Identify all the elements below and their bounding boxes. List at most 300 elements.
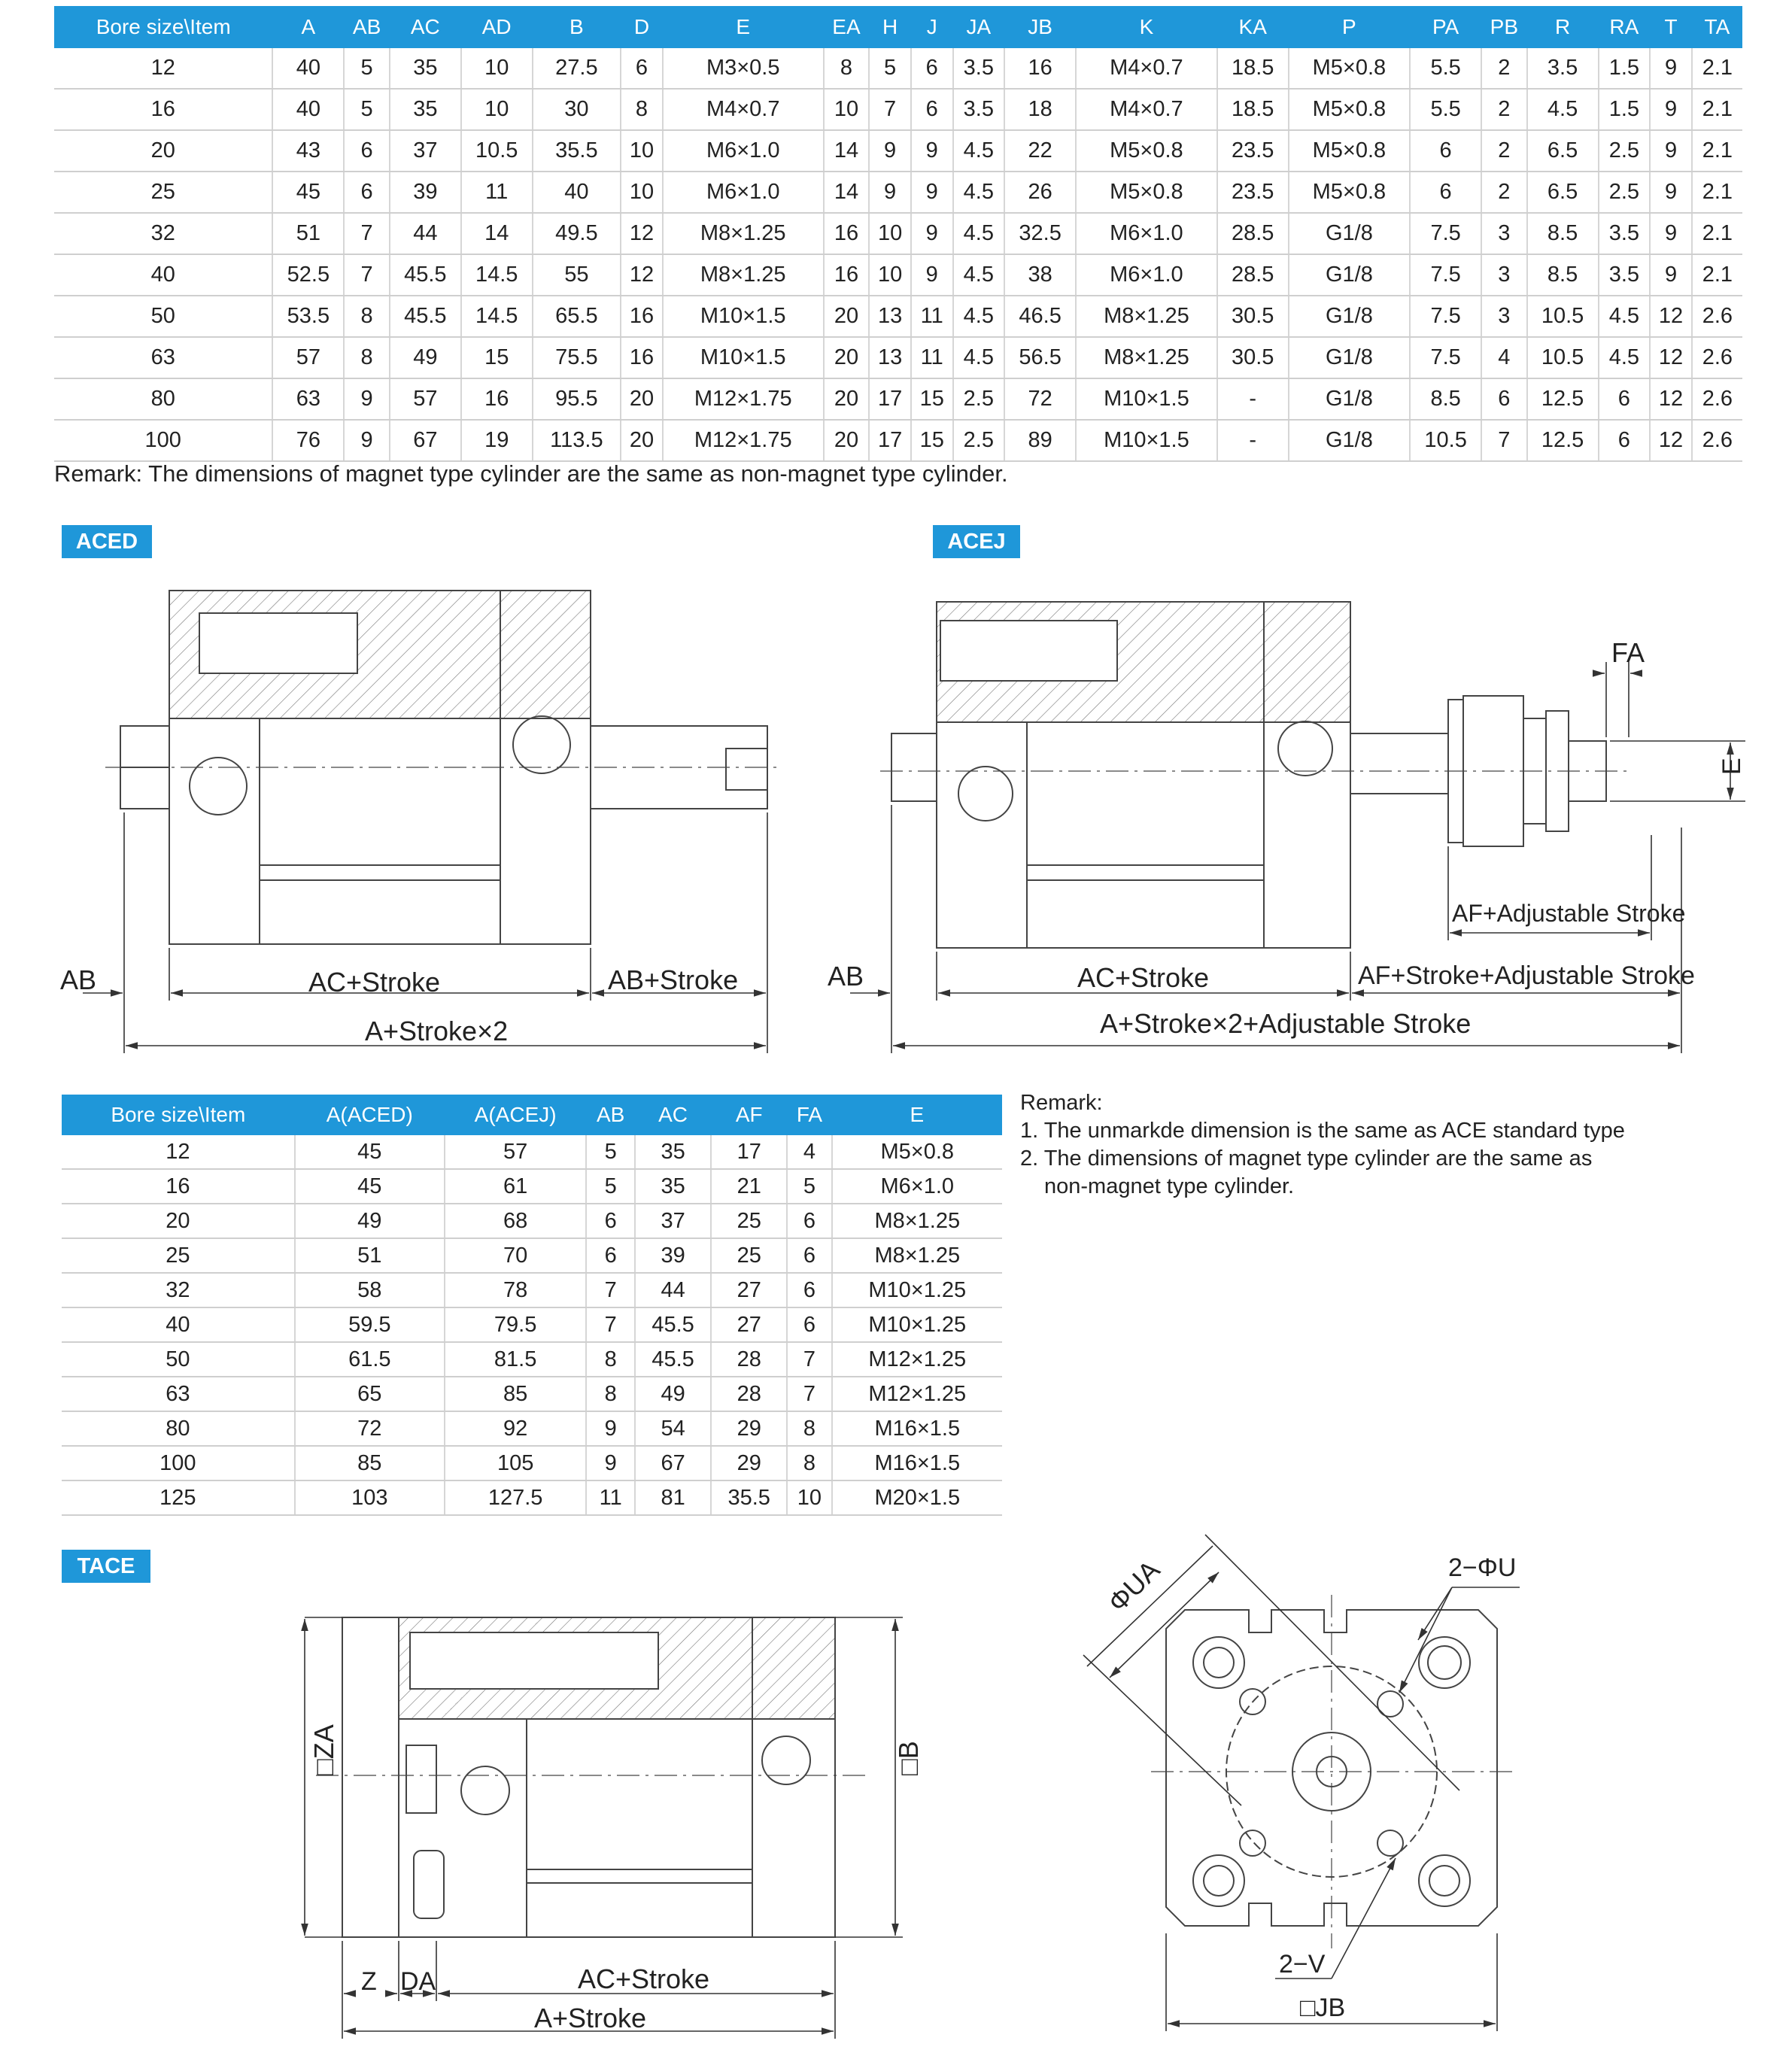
table-cell: 8 [621,89,663,130]
table-cell: 72 [1004,378,1076,420]
column-header: D [621,6,663,48]
table-cell: 61 [445,1169,586,1204]
table-cell: 54 [635,1411,711,1446]
table-cell: 14 [824,130,870,172]
section-tag-acej: ACEJ [933,525,1020,558]
table-cell: - [1217,420,1289,461]
table-cell: 8 [787,1446,831,1480]
table-cell: 45.5 [635,1307,711,1342]
table-cell: 6 [1410,172,1481,213]
table-cell: 30.5 [1217,296,1289,337]
table-cell: M5×0.8 [1289,89,1411,130]
table-cell: 3.5 [1599,254,1651,296]
table-cell: 8 [586,1342,635,1377]
table-cell: 5 [344,89,390,130]
table-cell: 10.5 [1410,420,1481,461]
table-cell: 30.5 [1217,337,1289,378]
column-header: E [663,6,824,48]
tace-label-z: Z [361,1967,377,1996]
table-cell: 22 [1004,130,1076,172]
table-cell: 9 [911,213,953,254]
table-cell: 35.5 [711,1480,787,1515]
table-cell: 5.5 [1410,89,1481,130]
table-cell: 67 [390,420,461,461]
table-cell: 40 [62,1307,295,1342]
table-cell: M5×0.8 [1289,130,1411,172]
table-cell: 2.5 [1599,130,1651,172]
table-cell: 9 [586,1411,635,1446]
tace-label-ac-stroke: AC+Stroke [578,1963,710,1994]
table-cell: M8×1.25 [832,1238,1002,1273]
table-cell: 2.1 [1692,48,1742,89]
table-cell: 72 [295,1411,445,1446]
table-cell: M10×1.5 [663,337,824,378]
table-cell: 4.5 [953,172,1005,213]
table-cell: 4.5 [1599,337,1651,378]
table-cell: G1/8 [1289,296,1411,337]
table-cell: 127.5 [445,1480,586,1515]
table-cell: 49 [635,1377,711,1411]
table-cell: 7 [344,213,390,254]
table-cell: 7 [586,1307,635,1342]
table-cell: 9 [1650,89,1692,130]
acej-label-af-stroke-adjustable: AF+Stroke+Adjustable Stroke [1358,961,1695,990]
table-cell: 32 [54,213,272,254]
column-header: A(ACED) [295,1095,445,1135]
table-cell: 16 [621,296,663,337]
table-cell: M12×1.75 [663,420,824,461]
column-header: Bore size\Item [54,6,272,48]
table-cell: 45.5 [390,296,461,337]
tace-label-da: DA [400,1967,436,1996]
table-cell: M6×1.0 [1076,213,1217,254]
table-cell: 23.5 [1217,172,1289,213]
table-cell: M6×1.0 [663,172,824,213]
table-cell: 35 [635,1135,711,1169]
column-header: A(ACEJ) [445,1095,586,1135]
table-cell: 17 [869,378,911,420]
table-cell: 3 [1481,254,1527,296]
table-cell: 49 [390,337,461,378]
table-cell: 38 [1004,254,1076,296]
table-cell: 39 [635,1238,711,1273]
table-cell: 8.5 [1410,378,1481,420]
acej-label-e: E [1718,758,1746,775]
tace-label-za: □ZA [308,1724,339,1775]
front-label-ua: ΦUA [1101,1553,1166,1618]
table-cell: 45.5 [635,1342,711,1377]
table-cell: 3.5 [1527,48,1599,89]
table-cell: 51 [272,213,344,254]
column-header: AC [635,1095,711,1135]
table-cell: 89 [1004,420,1076,461]
table-cell: M10×1.25 [832,1273,1002,1307]
table-cell: 7 [586,1273,635,1307]
table-cell: 2.1 [1692,89,1742,130]
table-cell: 81 [635,1480,711,1515]
acej-label-af-adjustable: AF+Adjustable Stroke [1452,900,1686,927]
table-cell: 6 [787,1273,831,1307]
table-cell: 28.5 [1217,213,1289,254]
table-cell: 12 [1650,420,1692,461]
table-cell: 13 [869,296,911,337]
section-tag-tace: TACE [62,1550,150,1583]
table-cell: 28.5 [1217,254,1289,296]
column-header: AD [461,6,533,48]
table-cell: 65 [295,1377,445,1411]
acej-label-total: A+Stroke×2+Adjustable Stroke [1100,1008,1472,1039]
column-header: J [911,6,953,48]
table-cell: 49.5 [533,213,621,254]
table-cell: 27 [711,1307,787,1342]
table-cell: 25 [62,1238,295,1273]
table-cell: 59.5 [295,1307,445,1342]
column-header: RA [1599,6,1651,48]
table-cell: 56.5 [1004,337,1076,378]
table-cell: 16 [824,213,870,254]
table-cell: 18 [1004,89,1076,130]
table-cell: 25 [711,1238,787,1273]
table-cell: M8×1.25 [663,254,824,296]
table-cell: 4.5 [953,254,1005,296]
table-cell: 45 [295,1169,445,1204]
table-cell: M5×0.8 [1289,172,1411,213]
table-cell: 32.5 [1004,213,1076,254]
table-cell: 9 [911,172,953,213]
table-cell: 9 [911,254,953,296]
column-header: JA [953,6,1005,48]
table-cell: 45 [295,1135,445,1169]
table-cell: 6 [787,1307,831,1342]
table-cell: 5 [344,48,390,89]
table-cell: 2 [1481,130,1527,172]
table-cell: 20 [62,1204,295,1238]
table-cell: 32 [62,1273,295,1307]
table-cell: 57 [390,378,461,420]
table-cell: 3 [1481,213,1527,254]
table-cell: 45 [272,172,344,213]
table-cell: 81.5 [445,1342,586,1377]
table-cell: 6 [586,1204,635,1238]
table-cell: 20 [824,420,870,461]
table-cell: 13 [869,337,911,378]
table-cell: 63 [54,337,272,378]
table-cell: 8.5 [1527,254,1599,296]
table-cell: 57 [445,1135,586,1169]
table-cell: 6.5 [1527,172,1599,213]
table-cell: 16 [54,89,272,130]
table-cell: M16×1.5 [832,1411,1002,1446]
table-cell: M12×1.75 [663,378,824,420]
table-cell: 4.5 [1599,296,1651,337]
table-cell: 11 [911,296,953,337]
table-cell: 78 [445,1273,586,1307]
table-cell: M5×0.8 [832,1135,1002,1169]
table-cell: M10×1.5 [1076,420,1217,461]
table-cell: 2.1 [1692,254,1742,296]
table-cell: 9 [344,378,390,420]
table-cell: 37 [390,130,461,172]
table-cell: 10 [787,1480,831,1515]
table-cell: 43 [272,130,344,172]
table-cell: 4.5 [1527,89,1599,130]
table-cell: 10.5 [461,130,533,172]
front-label-jb: □JB [1300,1994,1346,2022]
table-cell: 35.5 [533,130,621,172]
table-cell: 25 [711,1204,787,1238]
table-cell: 3.5 [953,48,1005,89]
table-cell: M10×1.5 [663,296,824,337]
table-cell: 15 [911,378,953,420]
table-cell: 11 [461,172,533,213]
table-cell: 95.5 [533,378,621,420]
table-cell: 28 [711,1377,787,1411]
table-cell: M10×1.25 [832,1307,1002,1342]
table-cell: 4 [787,1135,831,1169]
table-cell: 10 [621,130,663,172]
table-cell: 10 [461,89,533,130]
table-cell: 16 [461,378,533,420]
column-header: P [1289,6,1411,48]
table-cell: M4×0.7 [663,89,824,130]
column-header: AB [344,6,390,48]
table-cell: 67 [635,1446,711,1480]
table-cell: 10.5 [1527,296,1599,337]
table-cell: 5 [586,1135,635,1169]
table-cell: 100 [54,420,272,461]
table-cell: 103 [295,1480,445,1515]
front-label-v: 2−V [1279,1950,1326,1979]
table-cell: 9 [1650,130,1692,172]
table-cell: 8 [787,1411,831,1446]
table-cell: 105 [445,1446,586,1480]
table-cell: 26 [1004,172,1076,213]
table-cell: 7 [1481,420,1527,461]
table-cell: 4 [1481,337,1527,378]
table-cell: 20 [621,420,663,461]
table-cell: 61.5 [295,1342,445,1377]
table-cell: 20 [824,296,870,337]
table-cell: 7 [787,1342,831,1377]
table-cell: 76 [272,420,344,461]
table-cell: M4×0.7 [1076,48,1217,89]
table-cell: 28 [711,1342,787,1377]
table-cell: 100 [62,1446,295,1480]
table-cell: 14.5 [461,254,533,296]
table-cell: 2 [1481,172,1527,213]
table-cell: 35 [390,48,461,89]
table-cell: 57 [272,337,344,378]
table-cell: 18.5 [1217,48,1289,89]
table-cell: 15 [461,337,533,378]
table-cell: 9 [1650,254,1692,296]
table-cell: 2.5 [953,378,1005,420]
section-tag-aced: ACED [62,525,152,558]
table-cell: 14.5 [461,296,533,337]
column-header: R [1527,6,1599,48]
table-cell: G1/8 [1289,254,1411,296]
table-cell: 17 [711,1135,787,1169]
aced-label-ac-stroke: AC+Stroke [308,967,441,998]
table-cell: 12 [1650,296,1692,337]
table-cell: 1.5 [1599,89,1651,130]
table-cell: 39 [390,172,461,213]
table-cell: 45.5 [390,254,461,296]
table-cell: 44 [635,1273,711,1307]
column-header: K [1076,6,1217,48]
table-cell: M10×1.5 [1076,378,1217,420]
table-cell: 12 [621,254,663,296]
table-cell: 75.5 [533,337,621,378]
table-cell: 2.1 [1692,213,1742,254]
table-cell: 17 [869,420,911,461]
table-cell: 80 [54,378,272,420]
table-cell: 6.5 [1527,130,1599,172]
table-cell: G1/8 [1289,378,1411,420]
column-header: A [272,6,344,48]
table-cell: 6 [787,1238,831,1273]
table-cell: 10 [869,213,911,254]
column-header: AC [390,6,461,48]
table-cell: 2.1 [1692,130,1742,172]
table-cell: M8×1.25 [832,1204,1002,1238]
table-cell: 12 [1650,378,1692,420]
table-cell: 8.5 [1527,213,1599,254]
table-cell: 35 [390,89,461,130]
tace-label-b: □B [893,1741,924,1775]
table-cell: 19 [461,420,533,461]
table-cell: 10 [824,89,870,130]
table-cell: M16×1.5 [832,1446,1002,1480]
table-cell: G1/8 [1289,213,1411,254]
table-cell: 6 [911,48,953,89]
table-cell: M20×1.5 [832,1480,1002,1515]
table-cell: 125 [62,1480,295,1515]
table-cell: M5×0.8 [1289,48,1411,89]
table-cell: 12 [54,48,272,89]
table-cell: - [1217,378,1289,420]
aced-drawing [105,591,782,944]
table-cell: 20 [824,378,870,420]
table-cell: 7 [787,1377,831,1411]
table-cell: 5 [787,1169,831,1204]
table-cell: 7 [344,254,390,296]
table-cell: M8×1.25 [663,213,824,254]
table-cell: G1/8 [1289,337,1411,378]
table-cell: 2.6 [1692,378,1742,420]
table-cell: 4.5 [953,337,1005,378]
table-cell: 7.5 [1410,213,1481,254]
table-cell: 6 [787,1204,831,1238]
column-header: E [832,1095,1002,1135]
table-cell: 85 [295,1446,445,1480]
remark-line-3: non-magnet type cylinder. [1044,1174,1295,1198]
table-cell: 3 [1481,296,1527,337]
table-cell: 79.5 [445,1307,586,1342]
table-cell: 5.5 [1410,48,1481,89]
table-cell: 7.5 [1410,337,1481,378]
table-cell: 113.5 [533,420,621,461]
table-cell: 6 [1599,378,1651,420]
table-cell: 9 [869,130,911,172]
column-header: AF [711,1095,787,1135]
remark-line-1: 1. The unmarkde dimension is the same as ACE standard type [1020,1119,1625,1143]
column-header: H [869,6,911,48]
table-cell: 20 [824,337,870,378]
table-cell: 9 [1650,48,1692,89]
front-label-u: 2−ΦU [1448,1553,1517,1582]
acej-label-ac-stroke: AC+Stroke [1077,962,1210,993]
table-cell: 68 [445,1204,586,1238]
tace-drawing [316,1617,865,1937]
table-cell: 35 [635,1169,711,1204]
aced-label-ab: AB [60,964,97,995]
table-cell: 40 [533,172,621,213]
table-cell: M12×1.25 [832,1342,1002,1377]
table-cell: 10 [869,254,911,296]
table-cell: M8×1.25 [1076,296,1217,337]
table-cell: M5×0.8 [1076,130,1217,172]
table-cell: G1/8 [1289,420,1411,461]
table-cell: 15 [911,420,953,461]
table-cell: M8×1.25 [1076,337,1217,378]
table-cell: 2.6 [1692,337,1742,378]
table-cell: 52.5 [272,254,344,296]
table-cell: 2 [1481,89,1527,130]
table-cell: 51 [295,1238,445,1273]
table-cell: 23.5 [1217,130,1289,172]
column-header: T [1650,6,1692,48]
table-cell: 16 [62,1169,295,1204]
table-cell: 6 [1599,420,1651,461]
table-cell: 12.5 [1527,378,1599,420]
table-cell: 10.5 [1527,337,1599,378]
column-header: PA [1410,6,1481,48]
table-cell: 1.5 [1599,48,1651,89]
table-cell: 70 [445,1238,586,1273]
table-cell: 9 [869,172,911,213]
remark-line-2: 2. The dimensions of magnet type cylinder are the same as [1020,1146,1593,1171]
table-cell: M3×0.5 [663,48,824,89]
table-cell: 14 [824,172,870,213]
table-cell: 63 [62,1377,295,1411]
table-cell: 6 [911,89,953,130]
table-cell: 9 [911,130,953,172]
table-cell: 40 [54,254,272,296]
table-cell: 7.5 [1410,254,1481,296]
table-cell: 3.5 [953,89,1005,130]
table-cell: 50 [62,1342,295,1377]
table-cell: 85 [445,1377,586,1411]
table-cell: 6 [344,130,390,172]
table-cell: 16 [621,337,663,378]
table-cell: M6×1.0 [663,130,824,172]
table-cell: 11 [586,1480,635,1515]
table-cell: 6 [1481,378,1527,420]
table-cell: 2.1 [1692,172,1742,213]
table-cell: 10 [621,172,663,213]
remark-main: Remark: The dimensions of magnet type cylinder are the same as non-magnet type cylinder. [54,460,1008,487]
table-cell: 9 [1650,213,1692,254]
table-cell: M12×1.25 [832,1377,1002,1411]
table-cell: 40 [272,89,344,130]
table-cell: 9 [586,1446,635,1480]
table-cell: 18.5 [1217,89,1289,130]
table-cell: 5 [586,1169,635,1204]
table-cell: M6×1.0 [1076,254,1217,296]
table-cell: 20 [621,378,663,420]
table-cell: 2.6 [1692,420,1742,461]
